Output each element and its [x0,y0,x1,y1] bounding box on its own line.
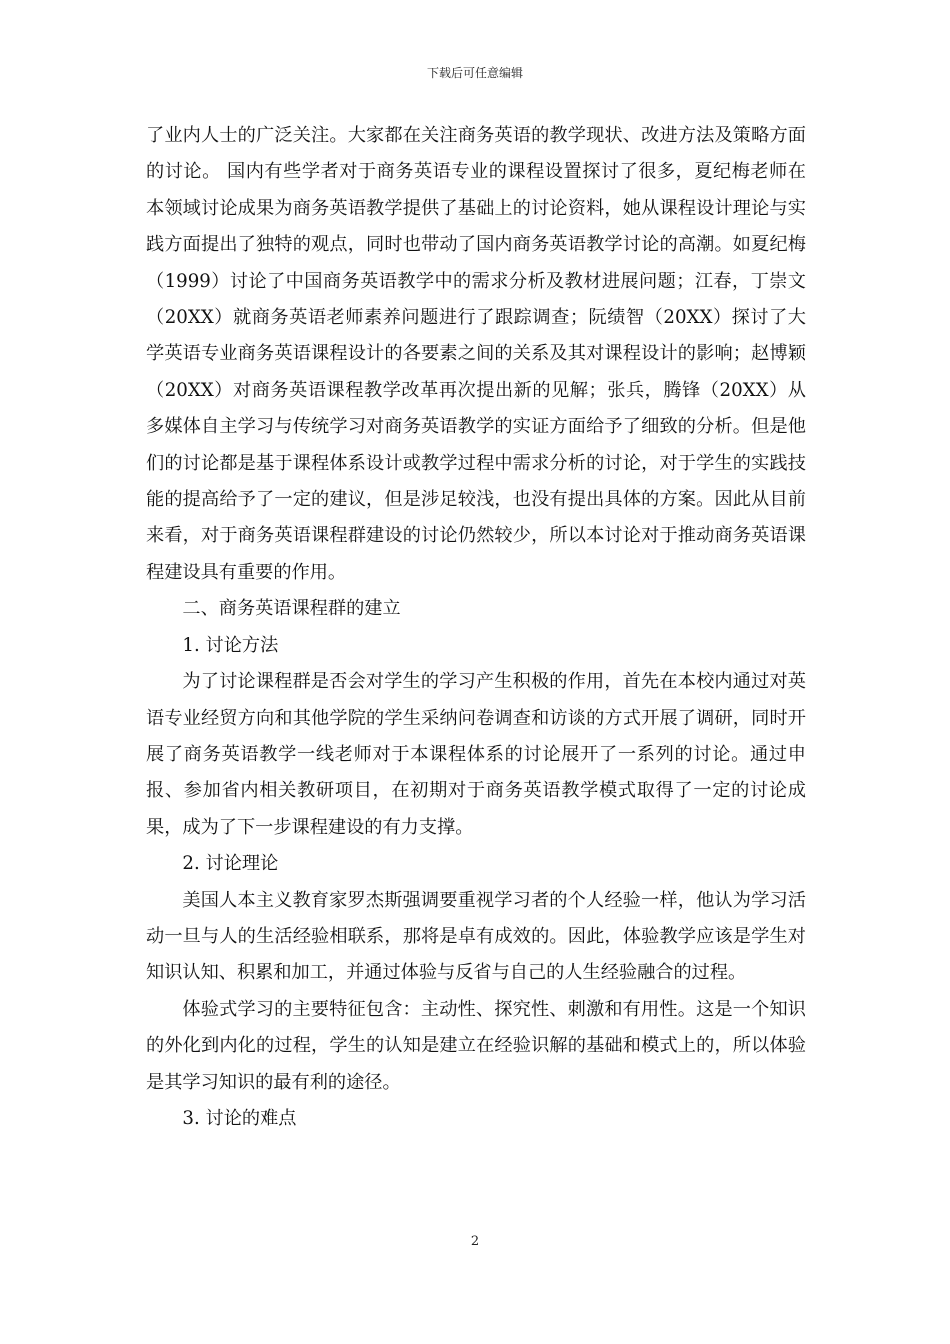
page-header: 下载后可任意编辑 [426,66,523,80]
subsection-heading-method: 1. 讨论方法 [182,634,279,656]
page-number: 2 [470,1234,480,1249]
subsection-heading-difficulties: 3. 讨论的难点 [182,1107,297,1129]
paragraph-intro-continuation: 了业内人士的广泛关注。大家都在关注商务英语的教学现状、改进方法及策略方面的讨论。 国内有些学者对于商务英语专业的课程设置探讨了很多，夏纪梅老师在本领域讨论成果为商务英语教学提供了基础上的讨论资料，她从课程设计理论与实践方面提出了独特的观点，同时也带动了国内商务英语教学讨论的高潮。如夏纪梅（1999）讨论了中国商务英语教学中的需求分析及教材进展问题；江春，丁崇文（20XX）就商务英语老师素养问题进行了跟踪调查；阮绩智（20XX）探讨了大学英语专业商务英语课程设计的各要素之间的关系及其对课程设计的影响；赵博颖（20XX）对商务英语课程教学改革再次提出新的见解；张兵，腾锋（20XX）从多媒体自主学习与传统学习对商务英语教学的实证方面给予了细致的分析。但是他们的讨论都是基于课程体系设计或教学过程中需求分析的讨论，对于学生的实践技能的提高给予了一定的建议，但是涉足较浅，也没有提出具体的方案。因此从目前来看，对于商务英语课程群建设的讨论仍然较少，所以本讨论对于推动商务英语课程建设具有重要的作用。 [146,125,806,583]
subsection-heading-theory: 2. 讨论理论 [182,853,279,875]
paragraph-experiential-learning: 体验式学习的主要特征包含：主动性、探究性、刺激和有用性。这是一个知识的外化到内化的过程，学生的认知是建立在经验识解的基础和模式上的，所以体验是其学习知识的最有利的途径。 [146,998,806,1093]
document-body [146,118,806,1137]
section-heading: 二、商务英语课程群的建立 [182,598,401,620]
paragraph-theory: 美国人本主义教育家罗杰斯强调要重视学习者的个人经验一样，他认为学习活动一旦与人的生活经验相联系，那将是卓有成效的。因此，体验教学应该是学生对知识认知、积累和加工，并通过体验与反省与自己的人生经验融合的过程。 [146,889,806,984]
paragraph-method: 为了讨论课程群是否会对学生的学习产生积极的作用，首先在本校内通过对英语专业经贸方向和其他学院的学生采纳问卷调查和访谈的方式开展了调研，同时开展了商务英语教学一线老师对于本课程体系的讨论展开了一系列的讨论。通过申报、参加省内相关教研项目，在初期对于商务英语教学模式取得了一定的讨论成果，成为了下一步课程建设的有力支撑。 [146,671,806,838]
